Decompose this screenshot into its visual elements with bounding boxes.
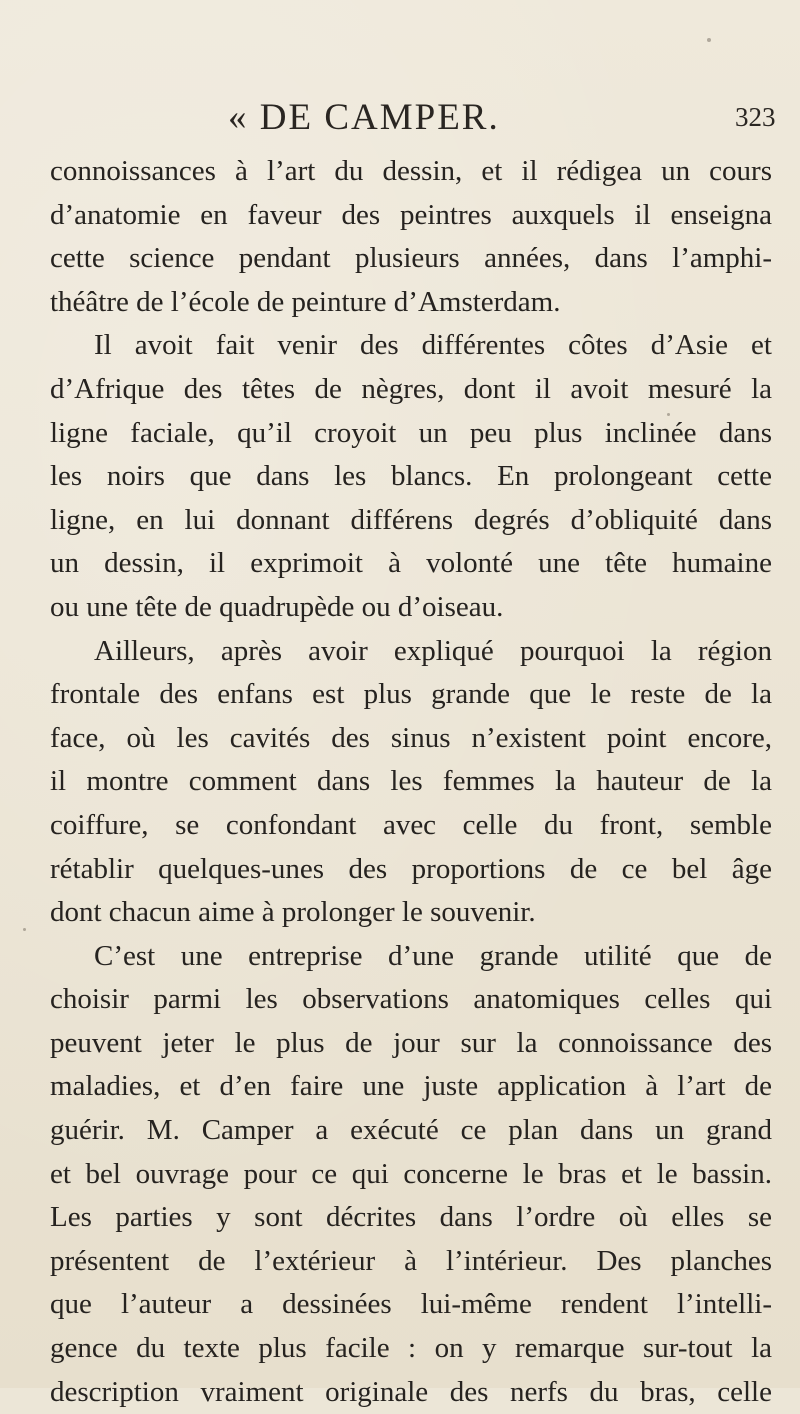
text-line: ou une tête de quadrupède ou d’oiseau.: [50, 590, 504, 623]
text-line: face, où les cavités des sinus n’existent point encore,: [50, 721, 772, 754]
text-line: présentent de l’extérieur à l’intérieur. Des planches: [50, 1244, 772, 1277]
text-line: gence du texte plus facile : on y remarque sur-tout la: [50, 1332, 772, 1365]
text-line: C’est une entreprise d’une grande utilité que de: [94, 939, 772, 972]
text-line: rétablir quelques-unes des proportions de ce bel âge: [50, 852, 772, 885]
text-line: frontale des enfans est plus grande que le reste de la: [50, 678, 772, 711]
paragraph: [50, 935, 772, 1414]
text-line: il montre comment dans les femmes la hauteur de la: [50, 765, 772, 798]
page-number: 323: [735, 102, 776, 132]
text-line: description vraiment originale des nerfs du bras, celle: [50, 1375, 772, 1408]
text-line: et bel ouvrage pour ce qui concerne le bras et le bassin.: [50, 1157, 772, 1190]
running-title: « DE CAMPER.: [228, 97, 500, 138]
text-line: coiffure, se confondant avec celle du front, semble: [50, 808, 772, 841]
text-line: d’anatomie en faveur des peintres auxquels il enseigna: [50, 198, 772, 231]
page-header: [0, 96, 800, 144]
text-line: connoissances à l’art du dessin, et il rédigea un cours: [50, 155, 772, 187]
text-line: Ailleurs, après avoir expliqué pourquoi la région: [94, 634, 772, 667]
text-line: cette science pendant plusieurs années, dans l’amphi-: [50, 242, 772, 275]
ink-speck: [23, 928, 26, 931]
text-line: choisir parmi les observations anatomiques celles qui: [50, 983, 772, 1016]
text-line: guérir. M. Camper a exécuté ce plan dans un grand: [50, 1114, 772, 1147]
text-line: d’Afrique des têtes de nègres, dont il avoit mesuré la: [50, 372, 772, 405]
text-line: que l’auteur a dessinées lui-même rendent l’intelli-: [50, 1288, 772, 1321]
text-line: Les parties y sont décrites dans l’ordre où elles se: [50, 1201, 772, 1234]
paragraph: [50, 150, 772, 324]
text-line: peuvent jeter le plus de jour sur la connoissance des: [50, 1026, 772, 1059]
text-line: ligne faciale, qu’il croyoit un peu plus inclinée dans: [50, 416, 772, 449]
text-line: un dessin, il exprimoit à volonté une tête humaine: [50, 547, 772, 580]
text-line: maladies, et d’en faire une juste application à l’art de: [50, 1070, 772, 1103]
body-text: [50, 150, 772, 1414]
text-line: Il avoit fait venir des différentes côtes d’Asie et: [94, 329, 772, 362]
text-line: ligne, en lui donnant différens degrés d’obliquité dans: [50, 503, 772, 536]
paragraph: [50, 324, 772, 629]
text-line: les noirs que dans les blancs. En prolongeant cette: [50, 460, 772, 493]
ink-speck: [707, 38, 711, 42]
text-line: dont chacun aime à prolonger le souvenir.: [50, 896, 536, 929]
paragraph: [50, 630, 772, 935]
text-line: théâtre de l’école de peinture d’Amsterdam.: [50, 285, 561, 318]
